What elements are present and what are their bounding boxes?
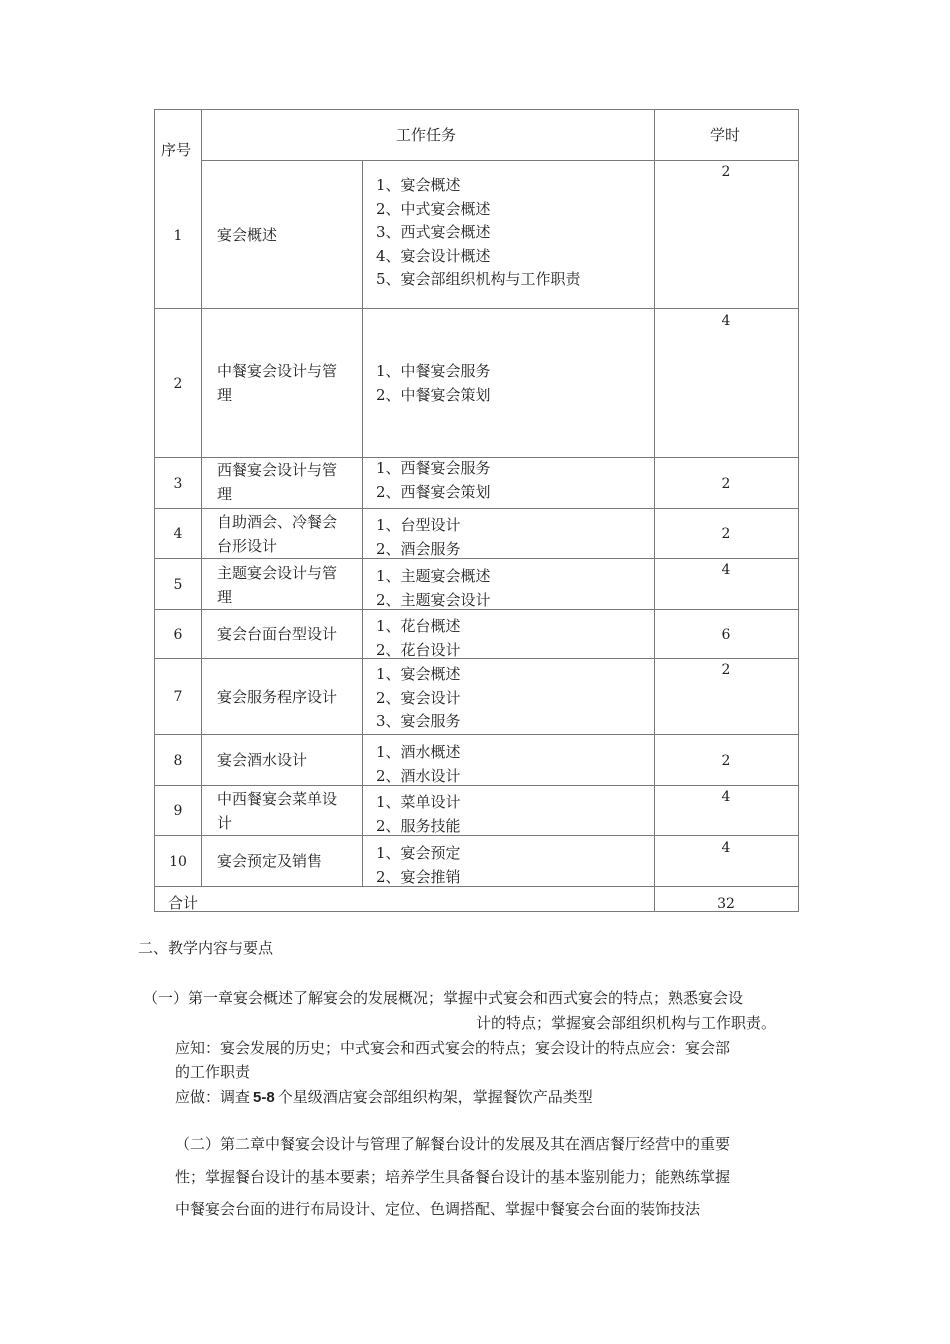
header-seq: 序号 <box>161 141 192 159</box>
row-1-title <box>217 224 277 248</box>
row-divider <box>154 658 799 659</box>
chapter-2-line-1: （二）第二章中餐宴会设计与管理了解餐台设计的发展及其在酒店餐厅经营中的重要 <box>175 1135 731 1153</box>
row-7-hours: 2 <box>721 662 731 678</box>
row-divider <box>154 835 799 836</box>
row-6-title <box>217 623 337 647</box>
row-6-title-line: 宴会台面台型设计 <box>217 625 338 643</box>
task-item: 5、宴会部组织机构与工作职责 <box>376 270 581 288</box>
row-4-title-line: 台形设计 <box>217 536 278 555</box>
row-7-tasks <box>376 663 461 734</box>
row-4-title-line: 自助酒会、冷餐会 <box>217 513 338 531</box>
row-2-seq: 2 <box>173 376 183 392</box>
header-task: 工作任务 <box>396 126 457 144</box>
row-2-title <box>217 360 337 407</box>
row-divider <box>154 558 799 559</box>
row-9-title <box>217 788 337 835</box>
task-item: 2、主题宴会设计 <box>376 590 491 609</box>
task-item: 2、服务技能 <box>376 816 461 835</box>
row-8-hours: 2 <box>721 753 731 769</box>
row-4-hours: 2 <box>721 526 731 542</box>
task-item: 2、宴会推销 <box>376 867 461 886</box>
row-6-tasks <box>376 615 461 662</box>
header-divider <box>201 160 799 161</box>
task-item: 2、中式宴会概述 <box>376 199 491 218</box>
total-label: 合计 <box>168 894 199 912</box>
task-item: 3、西式宴会概述 <box>376 223 491 241</box>
row-9-tasks <box>376 791 461 838</box>
row-7-title <box>217 686 337 710</box>
row-7-seq: 7 <box>173 689 183 705</box>
row-9-title-line: 计 <box>217 813 233 832</box>
row-divider <box>154 734 799 735</box>
row-3-title-line: 理 <box>217 484 233 503</box>
chapter-2-line-2: 性；掌握餐台设计的基本要素；培养学生具备餐台设计的基本鉴别能力；能熟练掌握 <box>175 1168 731 1186</box>
row-2-title-line: 中餐宴会设计与管 <box>217 362 338 380</box>
row-6-hours: 6 <box>721 627 731 643</box>
row-1-seq: 1 <box>173 228 183 244</box>
row-3-title-line: 西餐宴会设计与管 <box>217 461 338 479</box>
chapter-1-know-1: 应知：宴会发展的历史；中式宴会和西式宴会的特点；宴会设计的特点应会：宴会部 <box>175 1039 731 1057</box>
row-9-seq: 9 <box>173 803 183 819</box>
row-3-title <box>217 459 337 506</box>
row-5-seq: 5 <box>173 577 183 593</box>
row-5-title-line: 理 <box>217 587 233 606</box>
row-5-title-line: 主题宴会设计与管 <box>217 564 338 582</box>
chapter-1-do <box>175 1086 593 1107</box>
task-item: 1、台型设计 <box>376 516 461 534</box>
row-10-tasks <box>376 842 461 889</box>
task-item: 1、酒水概述 <box>376 743 461 761</box>
task-item: 2、酒会服务 <box>376 539 461 558</box>
row-8-seq: 8 <box>173 753 183 769</box>
task-item: 2、宴会设计 <box>376 688 461 707</box>
header-hours: 学时 <box>710 126 741 144</box>
task-item: 1、主题宴会概述 <box>376 567 491 585</box>
task-item: 1、中餐宴会服务 <box>376 362 491 380</box>
row-8-tasks <box>376 741 461 788</box>
task-item: 3、宴会服务 <box>376 712 461 730</box>
chapter-1-line-2: 计的特点；掌握宴会部组织机构与工作职责。 <box>476 1014 777 1032</box>
total-hours: 32 <box>717 896 735 912</box>
chapter-1-line-1: （一）第一章宴会概述了解宴会的发展概况；掌握中式宴会和西式宴会的特点；熟悉宴会设 <box>143 989 744 1007</box>
row-10-seq: 10 <box>169 854 187 870</box>
do-range: 5-8 <box>253 1089 275 1106</box>
task-item: 4、宴会设计概述 <box>376 246 491 265</box>
row-4-tasks <box>376 514 461 561</box>
task-item: 1、花台概述 <box>376 617 461 635</box>
task-item: 1、菜单设计 <box>376 793 461 811</box>
row-3-tasks <box>376 457 491 504</box>
row-divider <box>154 508 799 509</box>
row-10-title-line: 宴会预定及销售 <box>217 852 323 870</box>
row-7-title-line: 宴会服务程序设计 <box>217 688 338 706</box>
chapter-1-know-2: 的工作职责 <box>175 1063 251 1081</box>
row-3-hours: 2 <box>721 476 731 492</box>
row-5-title <box>217 562 337 609</box>
row-4-seq: 4 <box>173 526 183 542</box>
row-10-title <box>217 850 322 874</box>
row-3-seq: 3 <box>173 476 183 492</box>
row-1-title-line: 宴会概述 <box>217 226 278 244</box>
row-divider <box>154 308 799 309</box>
task-item: 2、西餐宴会策划 <box>376 482 491 501</box>
row-2-title-line: 理 <box>217 385 233 404</box>
row-5-hours: 4 <box>721 562 731 578</box>
row-5-tasks <box>376 565 491 612</box>
section-heading: 二、教学内容与要点 <box>138 939 274 957</box>
task-item: 1、宴会概述 <box>376 665 461 683</box>
row-9-title-line: 中西餐宴会菜单设 <box>217 790 338 808</box>
row-divider <box>154 886 799 887</box>
table-border-right <box>798 109 799 912</box>
row-8-title <box>217 749 307 773</box>
row-9-hours: 4 <box>721 789 731 805</box>
task-item: 2、中餐宴会策划 <box>376 385 491 404</box>
row-4-title <box>217 511 337 558</box>
table-border-top <box>154 109 799 110</box>
title-column-divider <box>362 160 363 886</box>
row-8-title-line: 宴会酒水设计 <box>217 751 308 769</box>
do-suffix: 个星级酒店宴会部组织构架，掌握餐饮产品类型 <box>277 1088 593 1106</box>
task-item: 1、宴会概述 <box>376 176 461 194</box>
task-item: 2、花台设计 <box>376 640 461 659</box>
row-2-hours: 4 <box>721 313 731 329</box>
do-prefix: 应做：调查 <box>175 1088 251 1106</box>
task-item: 1、宴会预定 <box>376 844 461 862</box>
task-item: 2、酒水设计 <box>376 766 461 785</box>
row-6-seq: 6 <box>173 627 183 643</box>
chapter-2-line-3: 中餐宴会台面的进行布局设计、定位、色调搭配、掌握中餐宴会台面的装饰技法 <box>175 1200 701 1218</box>
row-1-tasks <box>376 174 581 292</box>
row-10-hours: 4 <box>721 840 731 856</box>
row-2-tasks <box>376 360 491 407</box>
row-divider <box>154 785 799 786</box>
task-item: 1、西餐宴会服务 <box>376 459 491 477</box>
row-1-hours: 2 <box>721 164 731 180</box>
